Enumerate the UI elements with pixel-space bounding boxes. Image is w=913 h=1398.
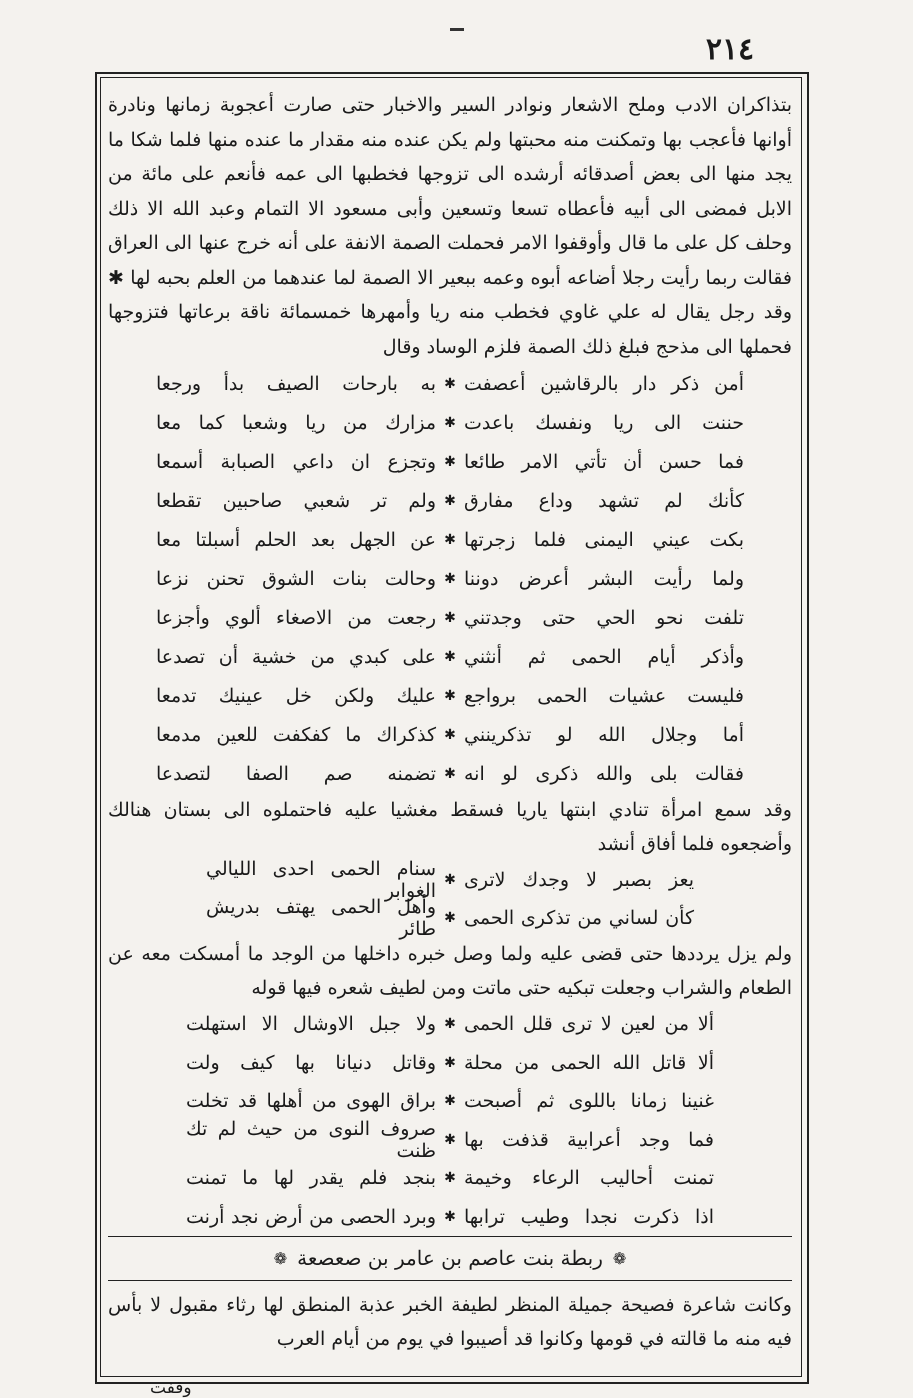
verse-second-hemistich: كذكراك ما كفكفت للعين مدمعا	[156, 723, 436, 746]
poem-2	[108, 858, 792, 940]
ornament-left-icon: ❁	[273, 1248, 288, 1268]
verse-line	[108, 676, 792, 715]
verse-line	[108, 559, 792, 598]
verse-first-hemistich: وأذكر أيام الحمى ثم أنثني	[464, 645, 744, 668]
verse-line	[108, 1117, 792, 1162]
verse-line	[108, 1044, 792, 1083]
verse-second-hemistich: ولا جبل الاوشال الا استهلت	[186, 1013, 436, 1036]
verse-separator-star-icon: ✱	[444, 570, 456, 587]
poem-1	[108, 364, 792, 793]
heading-text: ربطة بنت عاصم بن عامر بن صعصعة	[297, 1246, 603, 1270]
verse-second-hemistich: وتجزع ان داعي الصبابة أسمعا	[156, 450, 436, 473]
ornament-right-icon: ❁	[612, 1248, 627, 1268]
verse-second-hemistich: براق الهوى من أهلها قد تخلت	[186, 1090, 436, 1113]
verse-first-hemistich: كأنك لم تشهد وداع مفارق	[464, 489, 744, 512]
verse-first-hemistich: كأن لساني من تذكرى الحمى	[464, 907, 694, 929]
verse-line	[108, 1198, 792, 1237]
verse-separator-star-icon: ✱	[444, 609, 456, 626]
verse-separator-star-icon: ✱	[444, 910, 456, 926]
verse-separator-star-icon: ✱	[444, 1170, 456, 1187]
verse-separator-star-icon: ✱	[444, 1093, 456, 1110]
verse-second-hemistich: وحالت بنات الشوق تحنن نزعا	[156, 567, 436, 590]
verse-separator-star-icon: ✱	[444, 726, 456, 743]
verse-separator-star-icon: ✱	[444, 414, 456, 431]
verse-first-hemistich: اذا ذكرت نجدا وطيب ترابها	[464, 1205, 714, 1228]
verse-first-hemistich: فقالت بلى والله ذكرى لو انه	[464, 762, 744, 785]
verse-second-hemistich: به بارحات الصيف بدأ ورجعا	[156, 372, 436, 395]
verse-second-hemistich: رجعت من الاصغاء ألوي وأجزعا	[156, 606, 436, 629]
verse-first-hemistich: بكت عيني اليمنى فلما زجرتها	[464, 528, 744, 551]
verse-first-hemistich: غنينا زمانا باللوى ثم أصبحت	[464, 1090, 714, 1113]
verse-separator-star-icon: ✱	[444, 453, 456, 470]
verse-line	[108, 896, 792, 940]
verse-separator-star-icon: ✱	[444, 1016, 456, 1033]
verse-line	[108, 858, 792, 902]
verse-first-hemistich: يعز بصبر لا وجدك لاترى	[464, 869, 694, 891]
verse-second-hemistich: مزارك من ريا وشعبا كما معا	[156, 411, 436, 434]
verse-first-hemistich: ولما رأيت البشر أعرض دوننا	[464, 567, 744, 590]
verse-second-hemistich: وبرد الحصى من أرض نجد أرنت	[186, 1205, 436, 1228]
verse-first-hemistich: تلفت نحو الحي حتى وجدتني	[464, 606, 744, 629]
top-dash-mark	[450, 28, 464, 31]
verse-separator-star-icon: ✱	[444, 648, 456, 665]
catchword: وقفت	[150, 1378, 192, 1398]
verse-line	[108, 715, 792, 754]
verse-line	[108, 364, 792, 403]
verse-line	[108, 1159, 792, 1198]
verse-second-hemistich: سنام الحمى احدى الليالي الغوابر	[206, 858, 436, 902]
paragraph-1: بتذاكران الادب وملح الاشعار ونوادر السير والاخبار حتى صارت أعجوبة زمانها ونادرة أوانها فأعجب بها وتمكنت منه محبتها ولم يكن عنده منه مقدار ما عنده منها فلما شكا ما يجد منها الى بعض أصدقائه أرشده الى تزوجها فخطبها الى عمه فأنعم على مائة من الابل فمضى الى أبيه فأعطاه تسعا وتسعين وأبى مسعود الا التمام وعبد الله الا ذلك وحلف كل على ما قال وأوقفوا الامر فحملت الصمة الانفة على أنه خرج عنها الى العراق فقالت ربما رأيت رجلا أضاعه أبوه وعمه ببعير الا الصمة لما عندهما من العلم بحبه لها ✱ وقد رجل يقال له علي غاوي فخطب منه ريا وأمهرها خمسمائة ناقة برعاتها فتزوجها فحملها الى مذحج فبلغ ذلك الصمة فلزم الوساد وقال	[108, 94, 792, 358]
verse-second-hemistich: وأهل الحمى يهتف بدريش طائر	[206, 896, 436, 940]
verse-second-hemistich: على كبدي من خشية أن تصدعا	[156, 645, 436, 668]
verse-first-hemistich: حننت الى ريا ونفسك باعدت	[464, 411, 744, 434]
verse-second-hemistich: تضمنه صم الصفا لتصدعا	[156, 762, 436, 785]
verse-second-hemistich: ولم تر شعبي صاحبين تقطعا	[156, 489, 436, 512]
verse-separator-star-icon: ✱	[444, 1131, 456, 1148]
paragraph-3: ولم يزل يرددها حتى قضى عليه ولما وصل خبره داخلها من الوجد ما أمسكت معه عن الطعام والشراب وجعلت تبكيه حتى ماتت ومن لطيف شعره فيها قوله	[108, 943, 792, 999]
verse-second-hemistich: صروف النوى من حيث لم تك ظنت	[186, 1117, 436, 1162]
verse-second-hemistich: عن الجهل بعد الحلم أسبلتا معا	[156, 528, 436, 551]
verse-separator-star-icon: ✱	[444, 375, 456, 392]
verse-separator-star-icon: ✱	[444, 687, 456, 704]
verse-separator-star-icon: ✱	[444, 765, 456, 782]
paragraph-2: وقد سمع امرأة تنادي ابنتها ياريا فسقط مغشيا عليه فاحتملوه الى بستان هنالك وأضجعوه فلما أفاق أنشد	[108, 799, 792, 855]
verse-separator-star-icon: ✱	[444, 531, 456, 548]
verse-separator-star-icon: ✱	[444, 1054, 456, 1071]
verse-first-hemistich: تمنت أحاليب الرعاء وخيمة	[464, 1167, 714, 1190]
paragraph-4: وكانت شاعرة فصيحة جميلة المنظر لطيفة الخبر عذبة المنطق لها رثاء مقبول لا بأس فيه منه ما قالته في قومها وكانوا قد أصيبوا في يوم من أيام العرب	[108, 1294, 792, 1350]
section-heading	[108, 1238, 792, 1278]
verse-second-hemistich: وقاتل دنيانا بها كيف ولت	[186, 1051, 436, 1074]
verse-line	[108, 403, 792, 442]
main-text	[108, 88, 792, 1236]
verse-first-hemistich: ألا قاتل الله الحمى من محلة	[464, 1051, 714, 1074]
verse-line	[108, 598, 792, 637]
verse-second-hemistich: بنجد فلم يقدر لها ما تمنت	[186, 1167, 436, 1190]
verse-line	[108, 442, 792, 481]
verse-separator-star-icon: ✱	[444, 872, 456, 888]
verse-first-hemistich: أما وجلال الله لو تذكرينني	[464, 723, 744, 746]
heading-bottom-rule	[108, 1280, 792, 1281]
verse-first-hemistich: فليست عشيات الحمى برواجع	[464, 684, 744, 707]
poem-3	[108, 1005, 792, 1236]
verse-line	[108, 637, 792, 676]
page-number: ٢١٤	[705, 32, 755, 67]
verse-line	[108, 520, 792, 559]
verse-first-hemistich: فما وجد أعرابية قذفت بها	[464, 1128, 714, 1151]
verse-separator-star-icon: ✱	[444, 1208, 456, 1225]
verse-first-hemistich: أمن ذكر دار بالرقاشين أعصفت	[464, 372, 744, 395]
verse-line	[108, 754, 792, 793]
verse-second-hemistich: عليك ولكن خل عينيك تدمعا	[156, 684, 436, 707]
verse-separator-star-icon: ✱	[444, 492, 456, 509]
verse-line	[108, 1082, 792, 1121]
heading-top-rule	[108, 1236, 792, 1237]
verse-line	[108, 1005, 792, 1044]
verse-line	[108, 481, 792, 520]
verse-first-hemistich: فما حسن أن تأتي الامر طائعا	[464, 450, 744, 473]
verse-first-hemistich: ألا من لعين لا ترى قلل الحمى	[464, 1013, 714, 1036]
